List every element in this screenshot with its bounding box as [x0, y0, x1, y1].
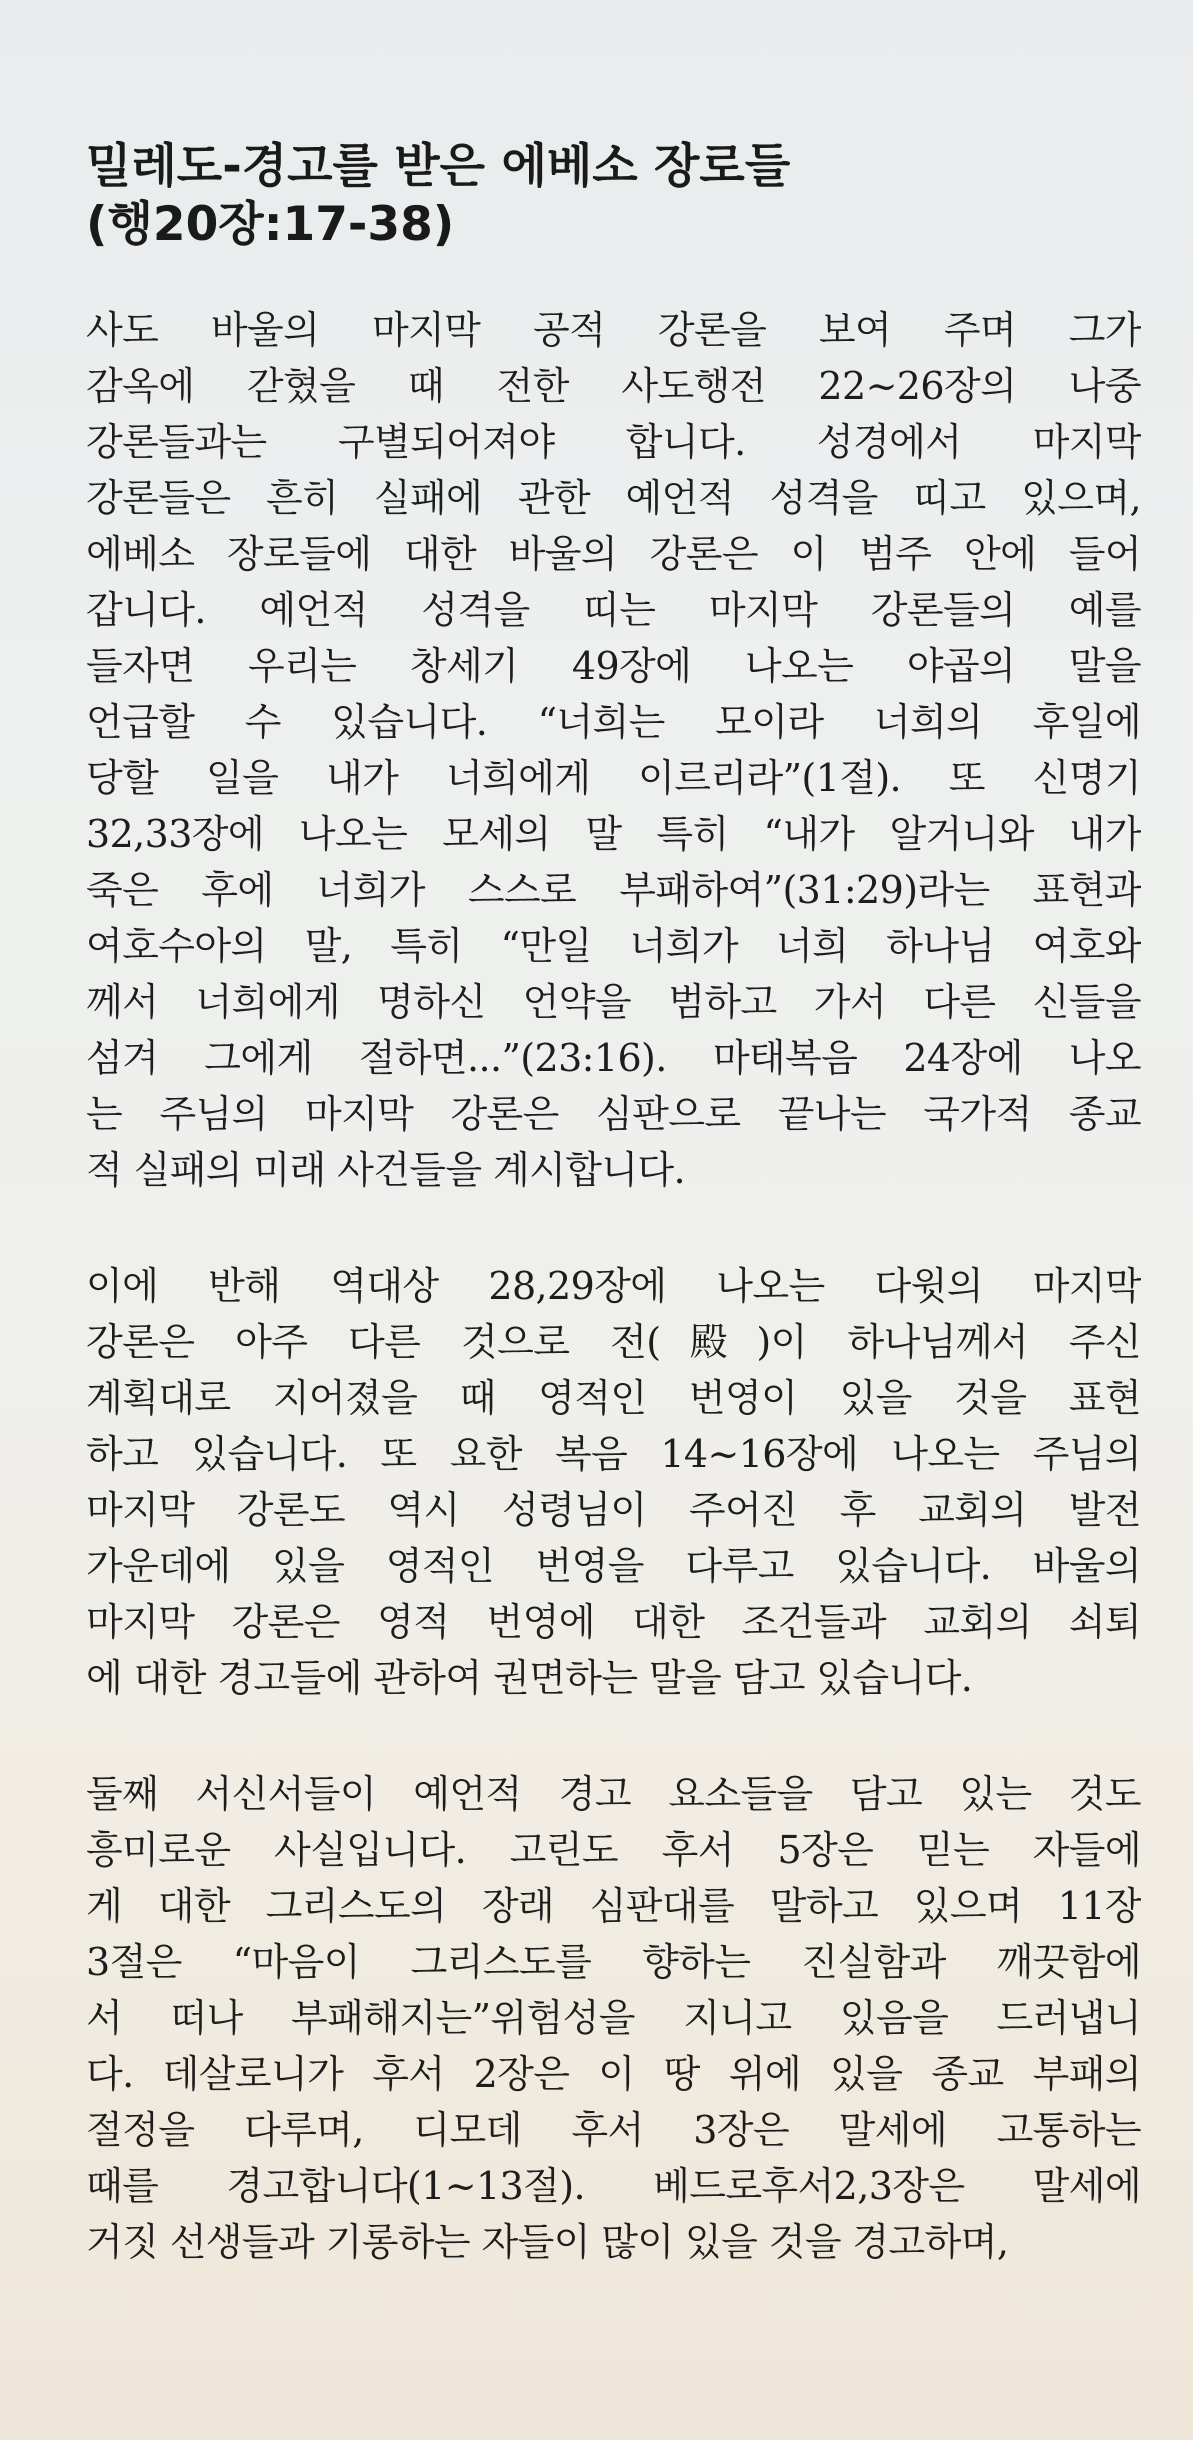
text-line: 마지막 강론도 역시 성령님이 주어진 후 교회의 발전 [86, 1488, 1141, 1532]
text-line: 둘째 서신서들이 예언적 경고 요소들을 담고 있는 것도 [86, 1772, 1141, 1816]
text-line: 사도 바울의 마지막 공적 강론을 보여 주며 그가 [86, 308, 1141, 352]
text-line: 거짓 선생들과 기롱하는 자들이 많이 있을 것을 경고하며, [86, 2220, 1009, 2264]
text-line: 적 실패의 미래 사건들을 계시합니다. [86, 1148, 686, 1192]
paragraph-1 [86, 302, 1141, 1198]
text-line: 갑니다. 예언적 성격을 띠는 마지막 강론들의 예를 [86, 588, 1141, 632]
text-line: 32,33장에 나오는 모세의 말 특히 “내가 알거니와 내가 [86, 812, 1141, 856]
text-line: 이에 반해 역대상 28,29장에 나오는 다윗의 마지막 [86, 1264, 1141, 1308]
text-line: 마지막 강론은 영적 번영에 대한 조건들과 교회의 쇠퇴 [86, 1600, 1141, 1644]
text-line: 감옥에 갇혔을 때 전한 사도행전 22~26장의 나중 [86, 364, 1141, 408]
text-line: 3절은 “마음이 그리스도를 향하는 진실함과 깨끗함에 [86, 1940, 1141, 1984]
paragraph-3 [86, 1766, 1141, 2270]
text-line: 계획대로 지어졌을 때 영적인 번영이 있을 것을 표현 [86, 1376, 1141, 1420]
text-line: 당할 일을 내가 너희에게 이르리라”(1절). 또 신명기 [86, 756, 1141, 800]
text-line: 들자면 우리는 창세기 49장에 나오는 야곱의 말을 [86, 644, 1141, 688]
title-line-1: 밀레도-경고를 받은 에베소 장로들 [86, 139, 791, 194]
text-line: 죽은 후에 너희가 스스로 부패하여”(31:29)라는 표현과 [86, 868, 1141, 912]
text-line: 다. 데살로니가 후서 2장은 이 땅 위에 있을 종교 부패의 [86, 2052, 1141, 2096]
text-line: 서 떠나 부패해지는”위험성을 지니고 있음을 드러냅니 [86, 1996, 1141, 2040]
text-line: 가운데에 있을 영적인 번영을 다루고 있습니다. 바울의 [86, 1544, 1141, 1588]
text-line: 하고 있습니다. 또 요한 복음 14~16장에 나오는 주님의 [86, 1432, 1141, 1476]
text-line: 에베소 장로들에 대한 바울의 강론은 이 범주 안에 들어 [86, 532, 1141, 576]
article [86, 138, 1141, 2418]
text-line: 강론들과는 구별되어져야 합니다. 성경에서 마지막 [86, 420, 1141, 464]
text-line: 절정을 다루며, 디모데 후서 3장은 말세에 고통하는 [86, 2108, 1141, 2152]
text-line: 는 주님의 마지막 강론은 심판으로 끝나는 국가적 종교 [86, 1092, 1141, 1136]
text-line: 께서 너희에게 명하신 언약을 범하고 가서 다른 신들을 [86, 980, 1141, 1024]
text-line: 여호수아의 말, 특히 “만일 너희가 너희 하나님 여호와 [86, 924, 1141, 968]
text-line: 게 대한 그리스도의 장래 심판대를 말하고 있으며 11장 [86, 1884, 1141, 1928]
text-line: 언급할 수 있습니다. “너희는 모이라 너희의 후일에 [86, 700, 1141, 744]
article-title [86, 138, 1141, 254]
text-line: 흥미로운 사실입니다. 고린도 후서 5장은 믿는 자들에 [86, 1828, 1141, 1872]
text-line: 때를 경고합니다(1~13절). 베드로후서2,3장은 말세에 [86, 2164, 1141, 2208]
text-line: 강론들은 흔히 실패에 관한 예언적 성격을 띠고 있으며, [86, 476, 1141, 520]
text-line: 에 대한 경고들에 관하여 권면하는 말을 담고 있습니다. [86, 1656, 973, 1700]
text-line: 섬겨 그에게 절하면...”(23:16). 마태복음 24장에 나오 [86, 1036, 1141, 1080]
paragraph-2 [86, 1258, 1141, 1706]
title-line-2: (행20장:17-38) [86, 197, 455, 252]
text-line: 강론은 아주 다른 것으로 전(殿)이 하나님께서 주신 [86, 1320, 1141, 1364]
